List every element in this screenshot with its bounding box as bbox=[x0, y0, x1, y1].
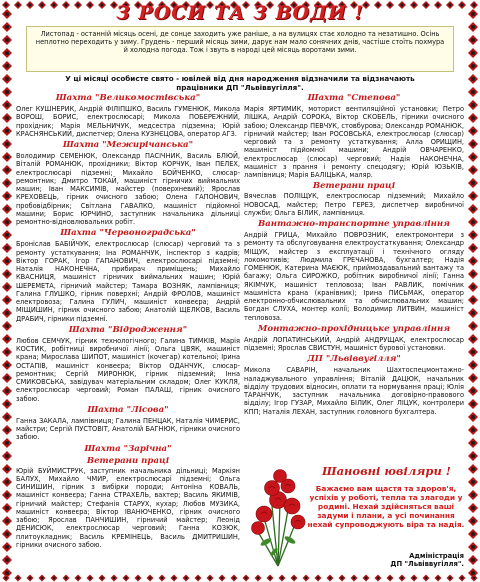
signature bbox=[366, 552, 464, 568]
greeting-title: Шановні ювіляри ! bbox=[322, 464, 451, 478]
section-title: Вантажно-транспортне управління bbox=[257, 219, 451, 229]
section-text: Броніслав БАБІЙЧУК, електрослюсар (слюсар) черговий та з ремонту устаткування; Іна РОМАНЧУК, інспектор з кадрів; Віктор ГОРАК, Ігор ГАПАНОВИЧ, електрослюсарі підземні; Наталія НАКОНЕЧНА, прибирач приміщень; Михайло КВАСНИЦЯ, машиніст гірничих виймальних машин; Юрій ШЕРЕМЕТА, гірничий майстер; Тамара ВОЗНЯК, лампівниця; Галина ГЛУШКО, гірник поверхні; Андрій ФРОЛОВ, машиніст електровоза; Галина ГУЛИЧ, машиніст конвеєра; Андрій МІЩИШИН, гірник очисного забою; Анатолій ЩЕЛКОВ, Василь ДРАБИЧ, гірники підземні. bbox=[16, 240, 240, 323]
section-vidrodzhennia bbox=[16, 325, 240, 403]
page-title: З РОСИ ТА З ВОДИ ! bbox=[116, 2, 364, 24]
section-subtitle: Ветерани праці bbox=[86, 455, 170, 466]
section-montazhno-prokhidnytske bbox=[244, 324, 464, 353]
embroidery-border-right bbox=[466, 0, 480, 582]
section-subtitle: Ветерани праці bbox=[312, 181, 396, 192]
section-title: Шахта "Червоноградська" bbox=[60, 228, 196, 239]
section-text: Андрій ЛОПАТИНСЬКИЙ, Андрій АНДРУЩАК, електрослюсар підземні; Ярослав СВИСТУН, машиніст бурової установки. bbox=[244, 335, 464, 352]
section-title: Шахта "Зарічна" bbox=[84, 443, 172, 454]
section-title: Монтажно-прохідницьке управління bbox=[257, 323, 451, 334]
section-velykomostivska bbox=[16, 93, 240, 138]
signature-line-1: Адміністрація bbox=[409, 552, 464, 560]
section-text: Ганна ЗАКАЛА, лампівниця; Галина ПЕНЦАК, Наталія ЧИМЕРИС, майстри; Сергій ПУСТОВІТ, Анатолій БАГНЮК, гірники очисного забою. bbox=[16, 416, 240, 442]
section-stepova bbox=[244, 93, 464, 179]
section-title: Шахта "Лісова" bbox=[87, 404, 169, 415]
embroidery-border-bottom bbox=[0, 574, 480, 582]
section-text: Володимир СЕМЕНЮК, Олександр ПАСІЧНИК, Василь БЛЮЙ, Віталій РОМАНЮК, прохідники; Віктор КОРЧУК, Іван ПЕЛЕХ, електрослюсарі підземні; Михайло БОЙЧЕНКО, слюсар-ремонтник; Дмитро ТОКАЙ, машиніст гірничих виймальних машин; Іван МАКСИМІВ, майстер (поверхневий); Ярослав КРЕХОВЕЦЬ, гірник очисного забою; Олена ГАПОНОВИЧ, пробовідбірник; Світлана ГАВАЛКО, машиніст підйомної машини; Борис ЮРЧИНО, заступник начальника дільниці ремонтно-відновлювальних робіт. bbox=[16, 152, 240, 226]
section-mezhyrichanska bbox=[16, 140, 240, 226]
section-dp-lvivvuhillia bbox=[244, 354, 464, 416]
roses-bouquet-image bbox=[246, 466, 310, 570]
section-stepova-veterans bbox=[244, 181, 464, 217]
embroidery-border-left bbox=[0, 0, 14, 582]
dedication-text: У ці місяці особисте свято - ювілей від дня народження відзначили та відзначають працівники ДП "Львіввугілля". bbox=[65, 74, 415, 92]
greeting-block bbox=[236, 460, 468, 574]
section-title: Шахта "Межирічанська" bbox=[62, 140, 194, 150]
section-zarichna bbox=[16, 444, 240, 550]
section-title: ДП "Львіввугілля" bbox=[307, 354, 401, 365]
section-title: Шахта "Відродження" bbox=[68, 324, 188, 335]
intro-paragraph: Листопад - останній місяць осені, де сонце заходить уже раніше, а на вулицях стає холодно та незатишно. Осінь неплотно переходить у зиму. Грудень - перший місяць зими, дарує нам мало сонячних днів, частіше стоїть похмура й холодна погода. Тож і звуть в народі цей місяць воротами зими. bbox=[26, 26, 454, 72]
section-text: Андрій ГРИЦА, Михайло ПОВРОЗНИК, електромонтери з ремонту та обслуговування електроустаткування; Олександр МІЩУК, майстер з експлуатації і технічного огляду локомотивів; Людмила ГРЕЧАНОВА, бухгалтер; Надія ГОМЕНЮК, Катерина МАЄЮК, приймоздавальний вантажу та багажу; Ольга СИРОЖКО, робітник виробничої лінії; Ганна ЯКІМЧУК, машиніст тепловоза; Іван РАВЛИК, помічник машиніста крана (кранівник); Ірина ПИСЬМАК, оператор електронно-обчислювальних та обчислювальних машин; Богдан СЛУХА, монтер колії; Володимир ЛИТВИН, машиніст тепловоза. bbox=[244, 231, 464, 322]
section-text: Вячеслав ПОЛІЩУК, електрослюсар підземний; Михайло НОВОСАД, майстер; Петро ГЕРЕЗ, диспетчер виробничої служби; Ольга БІЛИК, лампівниця. bbox=[244, 192, 464, 217]
section-chervonohradska bbox=[16, 228, 240, 323]
section-title: Шахта "Степова" bbox=[307, 93, 401, 103]
greeting-text: Бажаємо вам щастя та здоров'я, успіхів у роботі, тепла та злагоди у родині. Нехай здійсняться ваші задуми і плани, а усі починання нехай супроводжують віра та надія. bbox=[307, 484, 465, 529]
left-column bbox=[16, 92, 240, 551]
section-text: Микола САВАРІН, начальник Шахтоспецмонтажно-наладжувального управління; Віталій ДАЦЮК, начальник відділу трудових відносин, оплати та нормування праці; Юлія ТАРАНЧУК, заступник начальника договірно-правового відділу; Ігор ГУЗАР, Михайло БІЛИК, Олег ЛІЦУК, контролери КПП; Наталія ЛЕХАН, заступник головного бухгалтера. bbox=[244, 366, 464, 416]
section-vantazhno-transportne bbox=[244, 219, 464, 322]
signature-line-2: ДП "Львіввугілля". bbox=[390, 560, 464, 569]
section-text: Олег КУШНЕРИК, Андрій ФІЛІПШКО, Василь ГУМЕНЮК, Микола ВОРОШ, БОРИС, електрослюсарі; Микола ПОБЕРЕЖНИЙ, прохідник; Марія МЕЛЬНИЧУК, медсестра підземна; Юрій КРАСНЯНСЬКИЙ, диспетчер; Олена КУЗНЄЦОВА, оператор АГЗ. bbox=[16, 105, 240, 138]
right-column bbox=[244, 92, 464, 418]
section-title: Шахта "Великомостівська" bbox=[55, 93, 201, 103]
section-text: Марія ЯРТИМИК, моторист вентиляційної установки; Петро ЛІШКА, Андрій СОРОКА, Віктор СКОБЕЛЬ, гірники очисного забою; Олександр ПЕВЧУК, стовбурова; Олександр РОМАНЮК, гірничий майстер; Іван РОСОВСЬКА, електрослюсар (слюсар) черговий та з ремонту устаткування; Алла ОРИЩИН, машиніст підйомної машини; Андрій ОВЧАРЕНКО, електрослюсар (слюсар) черговий; Надія НАКОНЕЧНА, машиніст з прання і ремонту спецодягу; Юрій ЮЗЬКІВ, лампівниця; Марія БАЛІЦЬКА, маляр. bbox=[244, 105, 464, 179]
section-text: Любов СЕМЧУК, гірник технологічного; Галина ТИМКІВ, Марія КОСТИК, робітниці виробничої лінії; Ольга ЦВЯК, машиніст крана; Мирослава ШИПОТ, машиніст (кочегар) котельної; Ірина ОСТАПІВ, машиніст конвеєра; Віктор ОДАНЧУК, слюсар-ремонтник; Сергій МИРОНЮК, гірник підземний; Інна СМИКОВСЬКА, завідувач матеріальним складом; Олег КУКЛЯ, електрослюсар черговий; Роман ПАЛАШ, гірник очисного забою. bbox=[16, 336, 240, 403]
section-text: Юрій БУЙМИСТРУК, заступник начальника дільниці; Маркіян БАЛУХ, Михайло ЧМИР, електрослюсарі підземні; Ольга СИНИШИН, гірник з вибірки породи; Антоніна КОВАЛЬ, машиніст конвеєра; Ганна СТРАХЕЛЬ, вахтер; Василь ЯКИМІВ, гірничий майстер; Стефанія СТАРУХ, кухар; Любов МУЗИКА, машиніст конвеєра; Віктор ІВАНЮЧЕНКО, гірник очисного забою; Ярослав ПАНЧИШИН, гірничий майстер; Леонід ДЕНИСЮК, електрослюсар черговий; Ганна КОЗЮК, плитоукладник; Василь КРЕМІНЕЦЬ, Василь ДМИТРИШИН, гірники очисного забою. bbox=[16, 466, 240, 549]
section-lisova bbox=[16, 405, 240, 442]
